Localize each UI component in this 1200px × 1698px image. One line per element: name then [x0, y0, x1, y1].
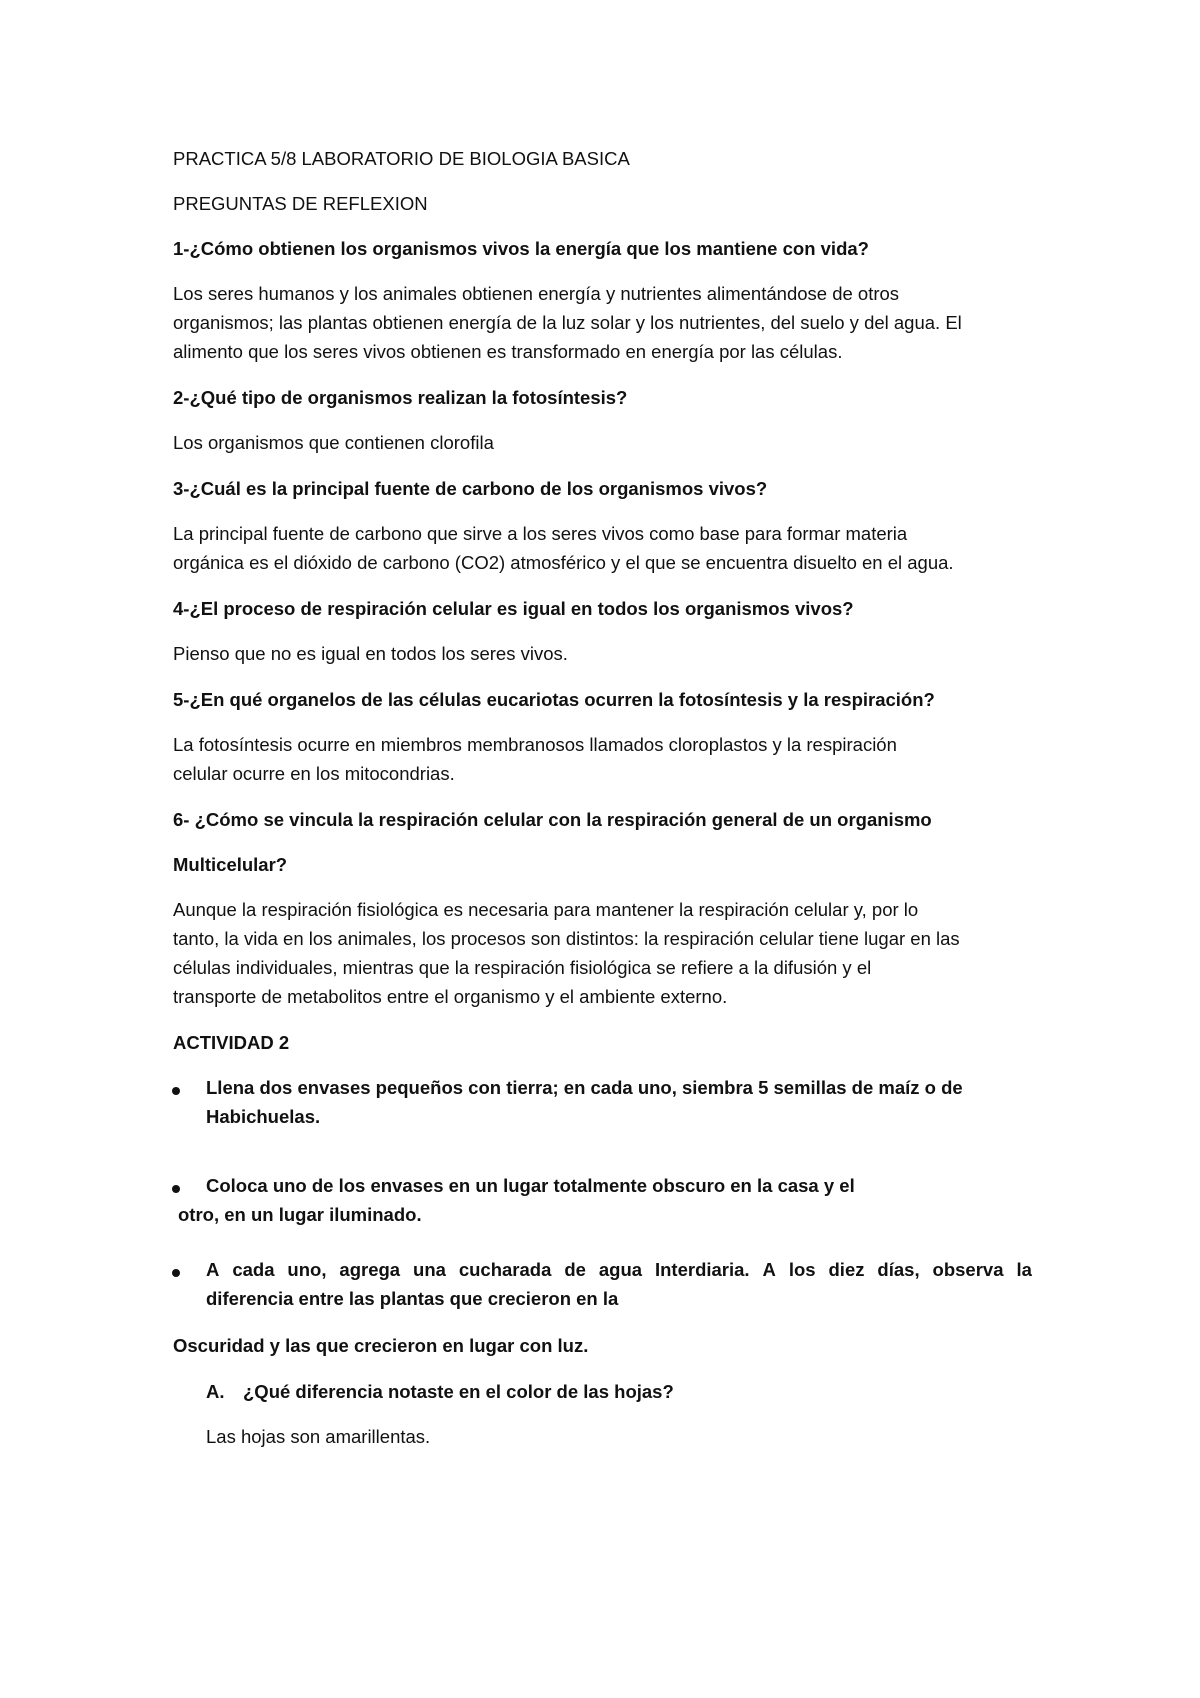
bullet-3-word: observa	[932, 1259, 1004, 1280]
activity-continuation: Oscuridad y las que crecieron en lugar con luz.	[173, 1335, 589, 1356]
question-6-line-2: Multicelular?	[173, 854, 288, 875]
answer-6-line-3: células individuales, mientras que la respiración fisiológica se refiere a la difusión y el	[173, 957, 872, 978]
bullet-3-word: A	[762, 1259, 776, 1280]
bullet-3-word: uno,	[287, 1259, 327, 1280]
bullet-3-line-2: diferencia entre las plantas que crecieron en la	[206, 1288, 619, 1309]
bullet-icon	[172, 1269, 180, 1277]
bullet-3-word: cucharada	[458, 1259, 552, 1280]
answer-4: Pienso que no es igual en todos los seres vivos.	[173, 643, 568, 664]
question-2: 2-¿Qué tipo de organismos realizan la fotosíntesis?	[173, 387, 628, 408]
bullet-3-word: una	[413, 1259, 446, 1280]
bullet-3-word: Interdiaria.	[654, 1259, 750, 1280]
answer-3-line-1: La principal fuente de carbono que sirve a los seres vivos como base para formar materia	[173, 523, 908, 544]
answer-6-line-4: transporte de metabolitos entre el organismo y el ambiente externo.	[173, 986, 728, 1007]
bullet-2-line-1: Coloca uno de los envases en un lugar totalmente obscuro en la casa y el	[206, 1175, 855, 1196]
sub-question-a: ¿Qué diferencia notaste en el color de las hojas?	[243, 1381, 674, 1402]
question-1: 1-¿Cómo obtienen los organismos vivos la energía que los mantiene con vida?	[173, 238, 869, 259]
bullet-3-word: días,	[877, 1259, 920, 1280]
answer-5-line-2: celular ocurre en los mitocondrias.	[173, 763, 455, 784]
answer-1-line-2: organismos; las plantas obtienen energía de la luz solar y los nutrientes, del suelo y del agua. El	[173, 312, 962, 333]
bullet-3-word: diez	[828, 1259, 865, 1280]
bullet-1-line-2: Habichuelas.	[206, 1106, 321, 1127]
bullet-3-word: los	[788, 1259, 816, 1280]
answer-1-line-1: Los seres humanos y los animales obtienen energía y nutrientes alimentándose de otros	[173, 283, 900, 304]
bullet-3-line-1	[206, 1258, 1032, 1282]
question-4: 4-¿El proceso de respiración celular es igual en todos los organismos vivos?	[173, 598, 854, 619]
bullet-3-word: agua	[598, 1259, 643, 1280]
answer-5-line-1: La fotosíntesis ocurre en miembros membranosos llamados cloroplastos y la respiración	[173, 734, 897, 755]
bullet-3-word: agrega	[339, 1259, 401, 1280]
answer-6-line-1: Aunque la respiración fisiológica es necesaria para mantener la respiración celular y, por lo	[173, 899, 919, 920]
question-6-line-1: 6- ¿Cómo se vincula la respiración celular con la respiración general de un organismo	[173, 809, 932, 830]
answer-1-line-3: alimento que los seres vivos obtienen es transformado en energía por las células.	[173, 341, 843, 362]
activity-heading: ACTIVIDAD 2	[173, 1032, 290, 1053]
bullet-icon	[172, 1185, 180, 1193]
document-subtitle: PREGUNTAS DE REFLEXION	[173, 193, 428, 214]
bullet-3-word: A	[206, 1259, 220, 1280]
answer-2: Los organismos que contienen clorofila	[173, 432, 494, 453]
question-5: 5-¿En qué organelos de las células eucariotas ocurren la fotosíntesis y la respiración?	[173, 689, 935, 710]
sub-answer-a: Las hojas son amarillentas.	[206, 1426, 431, 1447]
bullet-3-word: la	[1016, 1259, 1032, 1280]
answer-3-line-2: orgánica es el dióxido de carbono (CO2) atmosférico y el que se encuentra disuelto en el agua.	[173, 552, 954, 573]
bullet-icon	[172, 1087, 180, 1095]
question-3: 3-¿Cuál es la principal fuente de carbono de los organismos vivos?	[173, 478, 768, 499]
bullet-1-line-1: Llena dos envases pequeños con tierra; en cada uno, siembra 5 semillas de maíz o de	[206, 1077, 963, 1098]
bullet-2-line-2: otro, en un lugar iluminado.	[178, 1204, 422, 1225]
sub-question-a-marker: A.	[206, 1381, 225, 1402]
answer-6-line-2: tanto, la vida en los animales, los procesos son distintos: la respiración celular tiene lugar en las	[173, 928, 960, 949]
bullet-3-word: cada	[232, 1259, 275, 1280]
bullet-3-word: de	[564, 1259, 586, 1280]
document-title: PRACTICA 5/8 LABORATORIO DE BIOLOGIA BASICA	[173, 148, 630, 169]
